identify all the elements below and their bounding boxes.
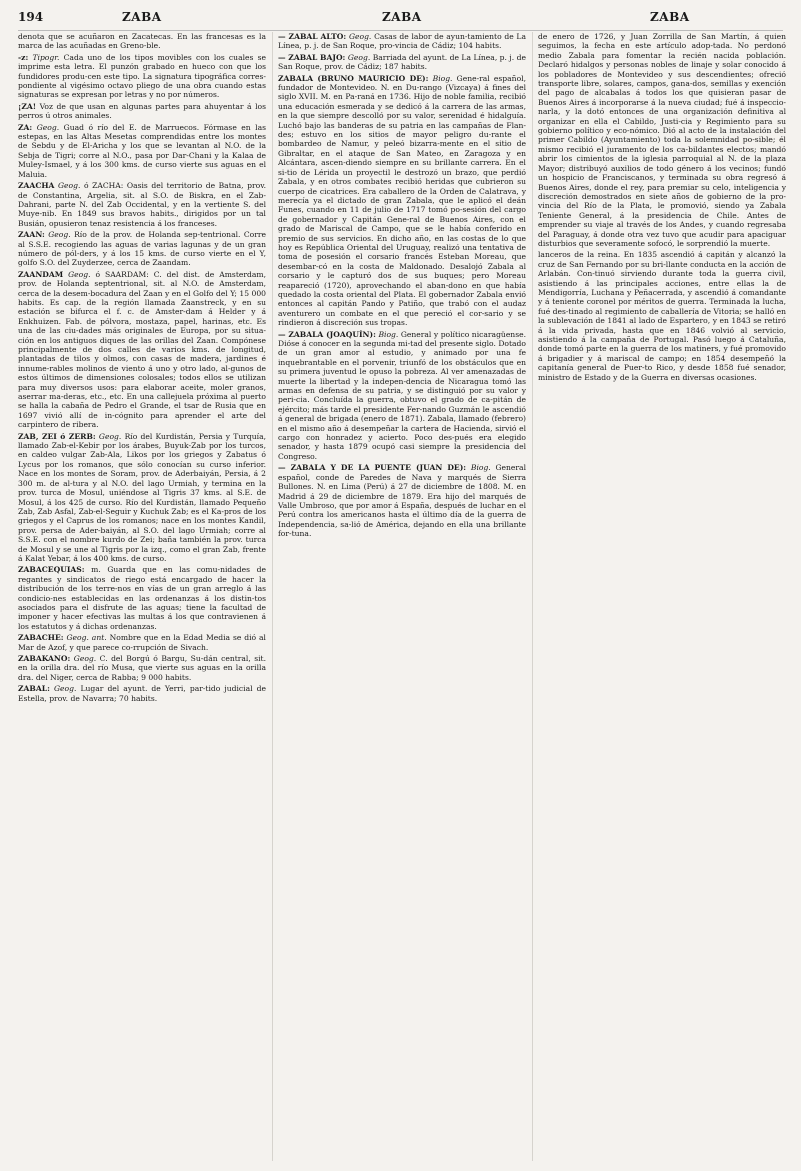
entry-domain-tag: Geog. — [57, 181, 81, 191]
dictionary-entry — [18, 230, 266, 268]
dictionary-entry — [18, 684, 266, 703]
dictionary-entry — [18, 53, 266, 100]
entry-body: Guad ó río del E. de Marruecos. Fórmase en las estepas, en las Altas Mesetas comprendidas entre los montes de Sebdu y de El-Aricha y los que se levantan al N.O. de la Sebja de Tigri; corre al N.O., pasa por Dar-Chani y la Kalaa de Muley-Ismael, y á los 300 kms. de curso vierte sus aguas en el Maluia. — [18, 122, 266, 179]
entry-domain-tag: Tipogr. — [32, 52, 60, 62]
entry-headword: ZABAL: — [18, 684, 50, 694]
entry-body: Cada uno de los tipos movibles con los cuales se imprime esta letra. El punzón grabado en hueco con que los fundidores produ-cen este tipo. La signatura tipográfica corres-pondiente al vigésimo octavo pliego de una obra cuando estas signaturas se expresan por letras y no por números. — [18, 52, 266, 100]
entry-domain-tag: Biog. — [378, 329, 399, 339]
entry-headword: ZABACHE: — [18, 633, 64, 643]
entry-domain-tag: Geog. — [53, 684, 77, 694]
dictionary-entry — [538, 32, 786, 248]
entry-body: Gene-ral español, fundador de Montevideo. N. en Du-rango (Vizcaya) á fines del siglo XVII. M. en Pa-raná en 1736. Hijo de noble familia, recibió una educación esmerada y se dedicó á la carrera de las armas, en la que siempre descolló por su valor, serenidad é hidalguía. Luchó bajo las banderas de su patria en las campañas de Flan-des; estuvo en los sitios de mayor peligro du-rante el bombardeo de Namur, y peleó bizarra-mente en el sitio de Gibraltar, en el ataque de San Mateo, en Zaragoza y en Alcántara, ascen-diendo siempre en su brillante carrera. En el si-tio de Lérida un proyectil le destrozó un brazo, que perdió Zabala, y en otros combates recibió heridas que cubrieron su cuerpo de cicatrices. Era caballero de la Orden de Calatrava, y merecía ya el dictado de gran Zabala, que le aplicó el deán Funes, cuando en 11 de julio de 1717 tomó po-sesión del cargo de gobernador y Capitán Gene-ral de Buenos Aires, con el grado de Mariscal de Campo, que se le había conferido en premio de sus servicios. En dicho año, en las costas de lo que hoy es República Oriental del Uruguay, realizó una tentativa de toma de posesión el corsario francés Esteban Moreau, que desembar-có en la costa de Maldonado. Desalojó Zabala al corsario y le capturó dos de sus buques; pero Moreau reapareció (1720), aprovechando el aban-dono en que había quedado la costa oriental del Plata. El gobernador Zabala envió entonces al capitán Pando y Patiño, que trabó con el audaz aventurero un combate en el que pereció el cor-sario y se rindieron á discreción sus tropas. — [278, 73, 526, 328]
entry-domain-tag: Geog. — [347, 52, 371, 62]
dictionary-entry — [18, 565, 266, 631]
entry-headword: ZAB, ZEI ó ZERB: — [18, 431, 96, 441]
dictionary-entry — [18, 654, 266, 682]
page-number: 194 — [18, 10, 44, 24]
dictionary-entry — [278, 53, 526, 72]
entry-headword: ¡ZA! — [18, 101, 37, 111]
entry-body: Lugar del ayunt. de Yerri, par-tido judicial de Estella, prov. de Navarra; 70 habits. — [18, 684, 266, 703]
dictionary-entry — [18, 123, 266, 179]
entry-body: General y político nicaragüense. Dióse á conocer en la segunda mi-tad del presente siglo. Dotado de un gran amor al estudio, y animado por una fe inquebrantable en el porvenir, triunfó de los obstáculos que en su primera juventud le opuso la pobreza. Al ver amenazadas de muerte la libertad y la indepen-dencia de Nicaragua tomó las armas en defensa de su patria, y se distinguió por su valor y peri-cia. Concluída la guerra, obtuvo el grado de ca-pitán de ejército; más tarde el presidente Fer-nando Guzmán le ascendió á general de brigada (enero de 1871). Zabala, llamado (febrero) en el mismo año á desempeñar la cartera de Hacienda, sirvió el cargo con honradez y acierto. Poco des-pués era elegido senador, y hasta 1879 ocupó casi siempre la presidencia del Congreso. — [278, 329, 526, 461]
dictionary-entry — [18, 633, 266, 652]
running-head-center: ZABA — [382, 10, 422, 24]
column-divider — [272, 32, 273, 1161]
entry-headword: — ZABAL BAJO: — [278, 52, 346, 62]
dictionary-entry — [18, 270, 266, 430]
entry-headword: — ZABAL ALTO: — [278, 32, 347, 41]
entry-domain-tag: Geog. — [348, 32, 372, 41]
entry-headword: ZABALA (BRUNO MAURICIO DE): — [278, 73, 429, 83]
text-column-3 — [538, 32, 786, 1162]
running-head-left: ZABA — [122, 10, 162, 24]
dictionary-entry — [18, 102, 266, 121]
dictionary-entry — [278, 32, 526, 51]
entry-body: Casas de labor de ayun-tamiento de La Línea, p. j. de San Roque, pro-vincia de Cádiz; 104 habits. — [278, 32, 526, 51]
entry-body: de enero de 1726, y Juan Zorrilla de San Martín, á quien seguimos, la fecha en este artículo adop-tada. No perdonó medio Zabala para fomentar la recién nacida población. Declaró hidalgos y personas nobles de linaje y solar conocido á los pobladores de Montevideo y sus descendientes; ofreció transporte libre, solares, campos, gana-dos, semillas y exención del pago de alcabalas á todos los que quisieran pasar de Buenos Aires á incorporarse á la nueva ciudad; fué á inspeccio-narla, y la dotó entonces de una organización definitiva al organizar en ella el Cabildo, Justi-cia y Regimiento para su gobierno político y eco-nómico. Dió al acto de la instalación del primer Cabildo (Ayuntamiento) toda la solemnidad po-sible; él mismo recibió el juramento de los ca-bildantes electos; mandó abrir los cimientos de la iglesia parroquial al N. de la plaza Mayor; distribuyó auxilios de todo género á los vecinos; fundó un hospicio de Franciscanos, y terminada su obra regresó á Buenos Aires, donde el rey, para premiar su celo, inteligencia y discreción demostrados en siete años de gobierno de la pro-vincia del Río de la Plata, le promovió, siendo ya Zabala Teniente General, á la presidencia de Chile. Antes de emprender su viaje al través de los Andes, y cuando regresaba del Paraguay, á donde otra vez tuvo que acudir para apaciguar disturbios que severamente sofocó, le sorprendió la muerte. — [538, 32, 786, 248]
entry-headword: ZAAN: — [18, 230, 45, 240]
entry-headword: ZA: — [18, 122, 33, 132]
entry-body: m. Guarda que en las comu-nidades de regantes y sindicatos de riego está encargado de hacer la distribución de los terre-nos en vías de un gran arreglo á las condicio-nes establecidas en las ordenanzas á los distin-tos asociados para el disfrute de las aguas; tiene la facultad de imponer y hacer efectivas las multas á los que contravienen á los estatutos y á dichas ordenanzas. — [18, 565, 266, 631]
running-head-right: ZABA — [650, 10, 690, 24]
entry-headword: ZAACHA — [18, 181, 55, 191]
entry-body: C. del Borgú ó Bargu, Su-dán central, sit. en la orilla dra. del río Musa, que vierte sus aguas en la orilla dra. del Niger, cerca de Rabba; 9 000 habits. — [18, 654, 266, 682]
column-divider — [532, 32, 533, 1161]
entry-domain-tag: Biog. — [470, 463, 491, 473]
entry-headword: -z: — [18, 52, 29, 62]
entry-domain-tag: Geog. — [68, 269, 91, 279]
entry-domain-tag: Geog. — [73, 654, 97, 663]
entry-body: Barriada del ayunt. de La Línea, p. j. de San Roque, prov. de Cádiz; 187 habits. — [278, 52, 526, 72]
entry-domain-tag: Geog. ant. — [66, 633, 107, 643]
entry-body: ó SAARDAM: C. del dist. de Amsterdam, prov. de Holanda septentrional, sit. al N.O. de Amsterdam, cerca de la desem-bocadura del Zaan y en el Golfo del Y; 15 000 habits. Es cap. de la región llamada Zaanstreck, y en su estación se bifurca el f. c. de Amster-dam á Helder y á Enkhuizen. Fab. de pólvora, mostaza, papel, harinas, etc. Es una de las ciu-dades más originales de Europa, por su situa-ción en los antiguos diques de las orillas del Zaan. Compónese principalmente de dos calles de varios kms. de longitud, plantadas de tilos y olmos, con casas de madera, jardines é innume-rables molinos de viento á uno y otro lado, al-gunos de estos últimos de dimensiones colosales; todos ellos se utilizan para muy diversos usos: para elaborar aceite, moler granos, aserrar ma-deras, etc., etc. En una callejuela próxima al puerto se halla la cabaña de Pedro el Grande, el tsar de Rusia que en 1697 vivió allí de in-cógnito para aprender el arte del carpintero de ribera. — [18, 269, 266, 430]
entry-body: ó ZACHA: Oasis del territorio de Batna, prov. de Constantina, Argelia, sit. al S.O. de Biskra, en el Zab-Dahrani, parte N. del Zab Occidental, y en la vertiente S. del Muye-nib. En 1849 sus bravos habits., dirigidos por un tal Busián, opusieron tenaz resistencia á los franceses. — [18, 181, 266, 228]
entry-body: Voz de que usan en algunas partes para ahuyentar á los perros ú otros animales. — [18, 101, 266, 121]
dictionary-entry — [278, 463, 526, 538]
text-column-1 — [18, 32, 266, 1162]
entry-body: lanceros de la reina. En 1835 ascendió á capitán y alcanzó la cruz de San Fernando por su bri-llante conducta en la acción de Arlabán. Con-tinuó sirviendo durante toda la guerra civil, asistiendo á las principales acciones, entre ellas la de Mendigorría, Luchana y Peñacerrada, y ascendió á comandante y á teniente coronel por méritos de guerra. Terminada la lucha, fué des-tinado al regimiento de caballería de Vitoria; se halló en la sublevación de 1841 al lado de Espartero, y en 1843 se retiró á la vida privada, hasta que en 1846 volvió al servicio, asistiendo á la campaña de Portugal. Pasó luego á Cataluña, donde tomó parte en la guerra de los matiners, y fué promovido á brigadier y á mariscal de campo; en 1854 desempeñó la capitanía general de Puer-to Rico, y desde 1858 fué senador, ministro de Estado y de la Guerra en diversas ocasiones. — [538, 250, 786, 382]
entry-body: General español, conde de Paredes de Nava y marqués de Sierra Bullones. N. en Lima (Perú) á 27 de diciembre de 1808. M. en Madrid á 29 de diciembre de 1879. Era hijo del marqués de Valle Umbroso, que por amor á España, después de luchar en el Perú contra los americanos hasta el último día de la guerra de Independencia, sa-lió de América, dejando en ella una brillante for-tuna. — [278, 463, 526, 539]
entry-body: denota que se acuñaron en Zacatecas. En las francesas es la marca de las acuñadas en Greno-ble. — [18, 32, 266, 51]
entry-headword: — ZABALA Y DE LA PUENTE (JUAN DE): — [278, 463, 467, 473]
entry-domain-tag: Geog. — [98, 431, 122, 441]
dictionary-entry — [18, 181, 266, 228]
entry-headword: ZAANDAM — [18, 269, 64, 279]
dictionary-entry — [18, 32, 266, 51]
dictionary-entry — [278, 330, 526, 462]
dictionary-entry — [18, 432, 266, 564]
entry-headword: ZABACEQUIAS: — [18, 565, 85, 575]
entry-body: Río del Kurdistán, Persia y Turquía, llamado Zab-el-Kebir por los árabes, Buyuk-Zab por los turcos, en caldeo vulgar Zab-Ala, Likos por los griegos y Zabatus ó Lycus por los romanos, que sólo conocían su curso inferior. Nace en los montes de Soram, prov. de Aderbaiyán, Persia, á 2 300 m. de al-tura y al N.O. del lago Urmiah, y termina en la prov. turca de Mosul, uniéndose al Tigris 37 kms. al S.E. de Mosul, á los 425 de curso. Río del Kurdistán, llamado Pequeño Zab, Zab Asfal, Zab-el-Seguir y Kuchuk Zab; es el Ka-pros de los griegos y el Caprus de los romanos; nace en los montes Kandil, prov. persa de Ader-baiyán, al S.O. del lago Urmiah; corre al S.S.E. con el nombre kurdo de Zei; baña también la prov. turca de Mosul y se une al Tigris por la izq., como el gran Zab, frente á Kalat Yebar, á los 400 kms. de curso. — [18, 431, 266, 563]
entry-domain-tag: Geog. — [48, 230, 71, 240]
entry-headword: — ZABALA (JOAQUÍN): — [278, 329, 376, 339]
dictionary-entry — [538, 250, 786, 382]
entry-body: Nombre que en la Edad Media se dió al Mar de Azof, y que parece co-rrupción de Sivach. — [18, 633, 266, 652]
header-rule — [18, 30, 783, 31]
dictionary-entry — [278, 74, 526, 328]
entry-domain-tag: Biog. — [432, 73, 453, 83]
page-header — [0, 6, 801, 28]
text-column-2 — [278, 32, 526, 1162]
entry-domain-tag: Geog. — [36, 122, 60, 132]
entry-body: Río de la prov. de Holanda sep-tentrional. Corre al S.S.E. recogiendo las aguas de varias lagunas y de un gran número de pól-ders, y á los 15 kms. de curso vierte en el Y, golfo S.O. del Zuyderzee, cerca de Zaandam. — [18, 230, 266, 268]
entry-headword: ZABAKANO: — [18, 654, 71, 663]
